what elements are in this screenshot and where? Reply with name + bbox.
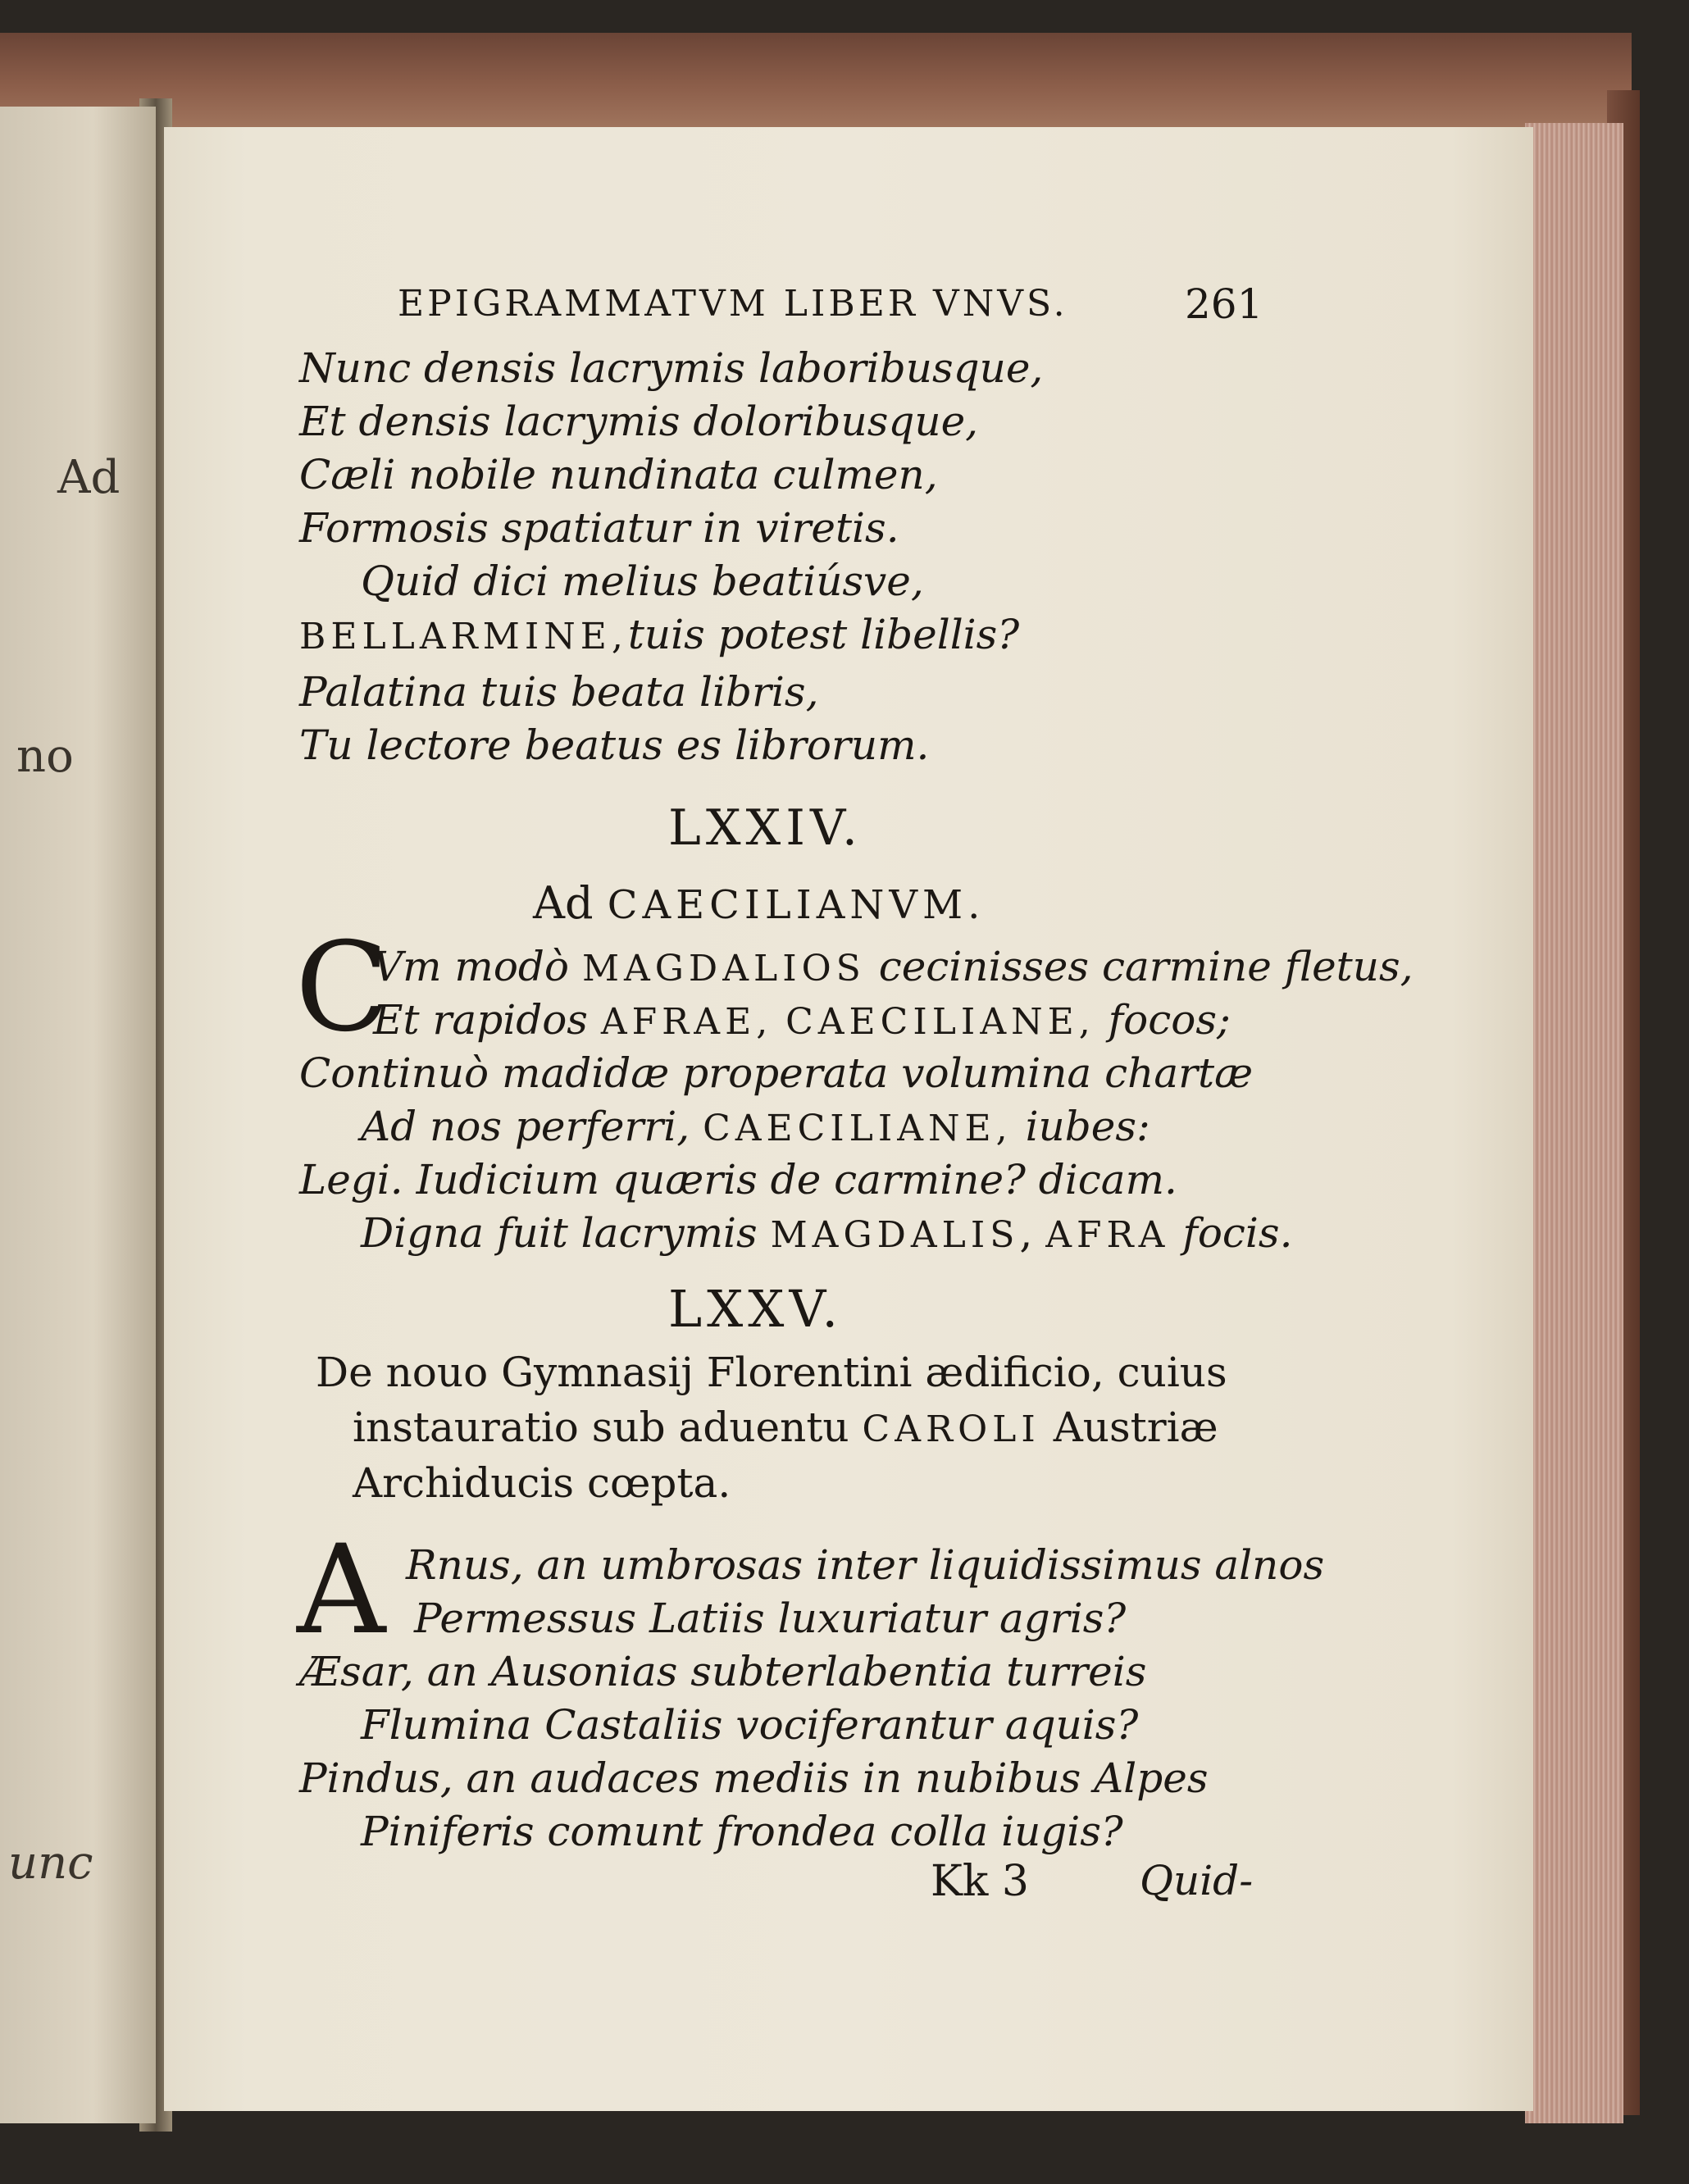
verse-line [361,1103,1150,1150]
verse-line [373,996,1231,1044]
epigram-title-line [353,1404,1218,1451]
title-name: CAECILIANVM. [607,882,986,928]
verse-line: Nunc densis lacrymis laboribusque, [299,344,1044,392]
drop-cap: C [295,917,389,1059]
verse-line: Pindus, an audaces mediis in nubibus Alpes [299,1754,1209,1802]
verse-line-bellarmine [299,611,1019,658]
epigram-number: LXXIV. [668,799,863,857]
verse-line: Quid dici melius beatiúsve, [361,557,924,605]
epigram-title-line: Archiducis cœpta. [353,1459,731,1507]
page-number: 261 [1185,280,1263,328]
epigram-title [533,877,985,929]
verse-line: Permessus Latiis luxuriatur agris? [414,1595,1127,1642]
left-page [0,107,156,2123]
left-page-fragment: no [16,730,74,783]
verse-part: focis. [1182,1209,1293,1257]
signature-mark: Kk 3 [931,1857,1029,1906]
verse-line [361,1209,1292,1257]
name-afra: AFRA [1045,1214,1170,1256]
book-cover-top [0,33,1632,139]
verse-part: cecinisses carmine fletus, [878,943,1414,990]
epigram-title-line: De nouo Gymnasij Florentini ædificio, cuius [316,1349,1227,1396]
name-caeciliane: CAECILIANE, [703,1108,1013,1149]
verse-line: Rnus, an umbrosas inter liquidissimus alnos [406,1541,1325,1589]
verse-part: Ad nos perferri, [361,1103,690,1150]
verse-line [373,943,1414,990]
title-part: instauratio sub aduentu [353,1404,849,1451]
catchword: Quid- [1140,1857,1254,1904]
name-afrae: AFRAE, [600,1001,773,1043]
verse-line: Æsar, an Ausonias subterlabentia turreis [299,1648,1147,1695]
drop-cap: A [297,1519,386,1662]
verse-line: Tu lectore beatus es librorum. [299,721,930,769]
verse-line: Et densis lacrymis doloribusque, [299,398,979,445]
verse-part: Et rapidos [373,996,588,1044]
verse-part: Vm modò [373,943,570,990]
name-magdalios: MAGDALIOS [581,948,866,990]
verse-line: Formosis spatiatur in viretis. [299,504,899,552]
left-page-fragment: Ad [57,451,121,504]
name-caroli: CAROLI [862,1408,1040,1450]
verse-rest: tuis potest libellis? [627,611,1020,658]
verse-line: Palatina tuis beata libris, [299,668,819,716]
verse-line: Cæli nobile nundinata culmen, [299,451,938,498]
verse-line: Continuò madidæ properata volumina chartæ [299,1049,1254,1097]
page-edges [1525,123,1623,2123]
title-part: Austriæ [1053,1404,1218,1451]
verse-part: , [1019,1209,1046,1257]
verse-line: Piniferis comunt frondea colla iugis? [361,1808,1123,1855]
left-page-fragment: unc [8,1836,93,1890]
name-caeciliane: CAECILIANE, [785,1001,1095,1043]
epigram-number: LXXV. [668,1279,844,1339]
verse-line: Flumina Castaliis vociferantur aquis? [361,1701,1139,1749]
name-magdalis: MAGDALIS [770,1214,1020,1256]
verse-part: Digna fuit lacrymis [361,1209,758,1257]
verse-part: iubes: [1025,1103,1150,1150]
name-bellarmine: BELLARMINE, [299,616,628,657]
verse-line: Legi. Iudicium quæris de carmine? dicam. [299,1156,1177,1203]
verse-part: focos; [1108,996,1231,1044]
running-title: EPIGRAMMATVM LIBER VNVS. [398,283,1068,325]
title-prefix: Ad [533,877,594,929]
